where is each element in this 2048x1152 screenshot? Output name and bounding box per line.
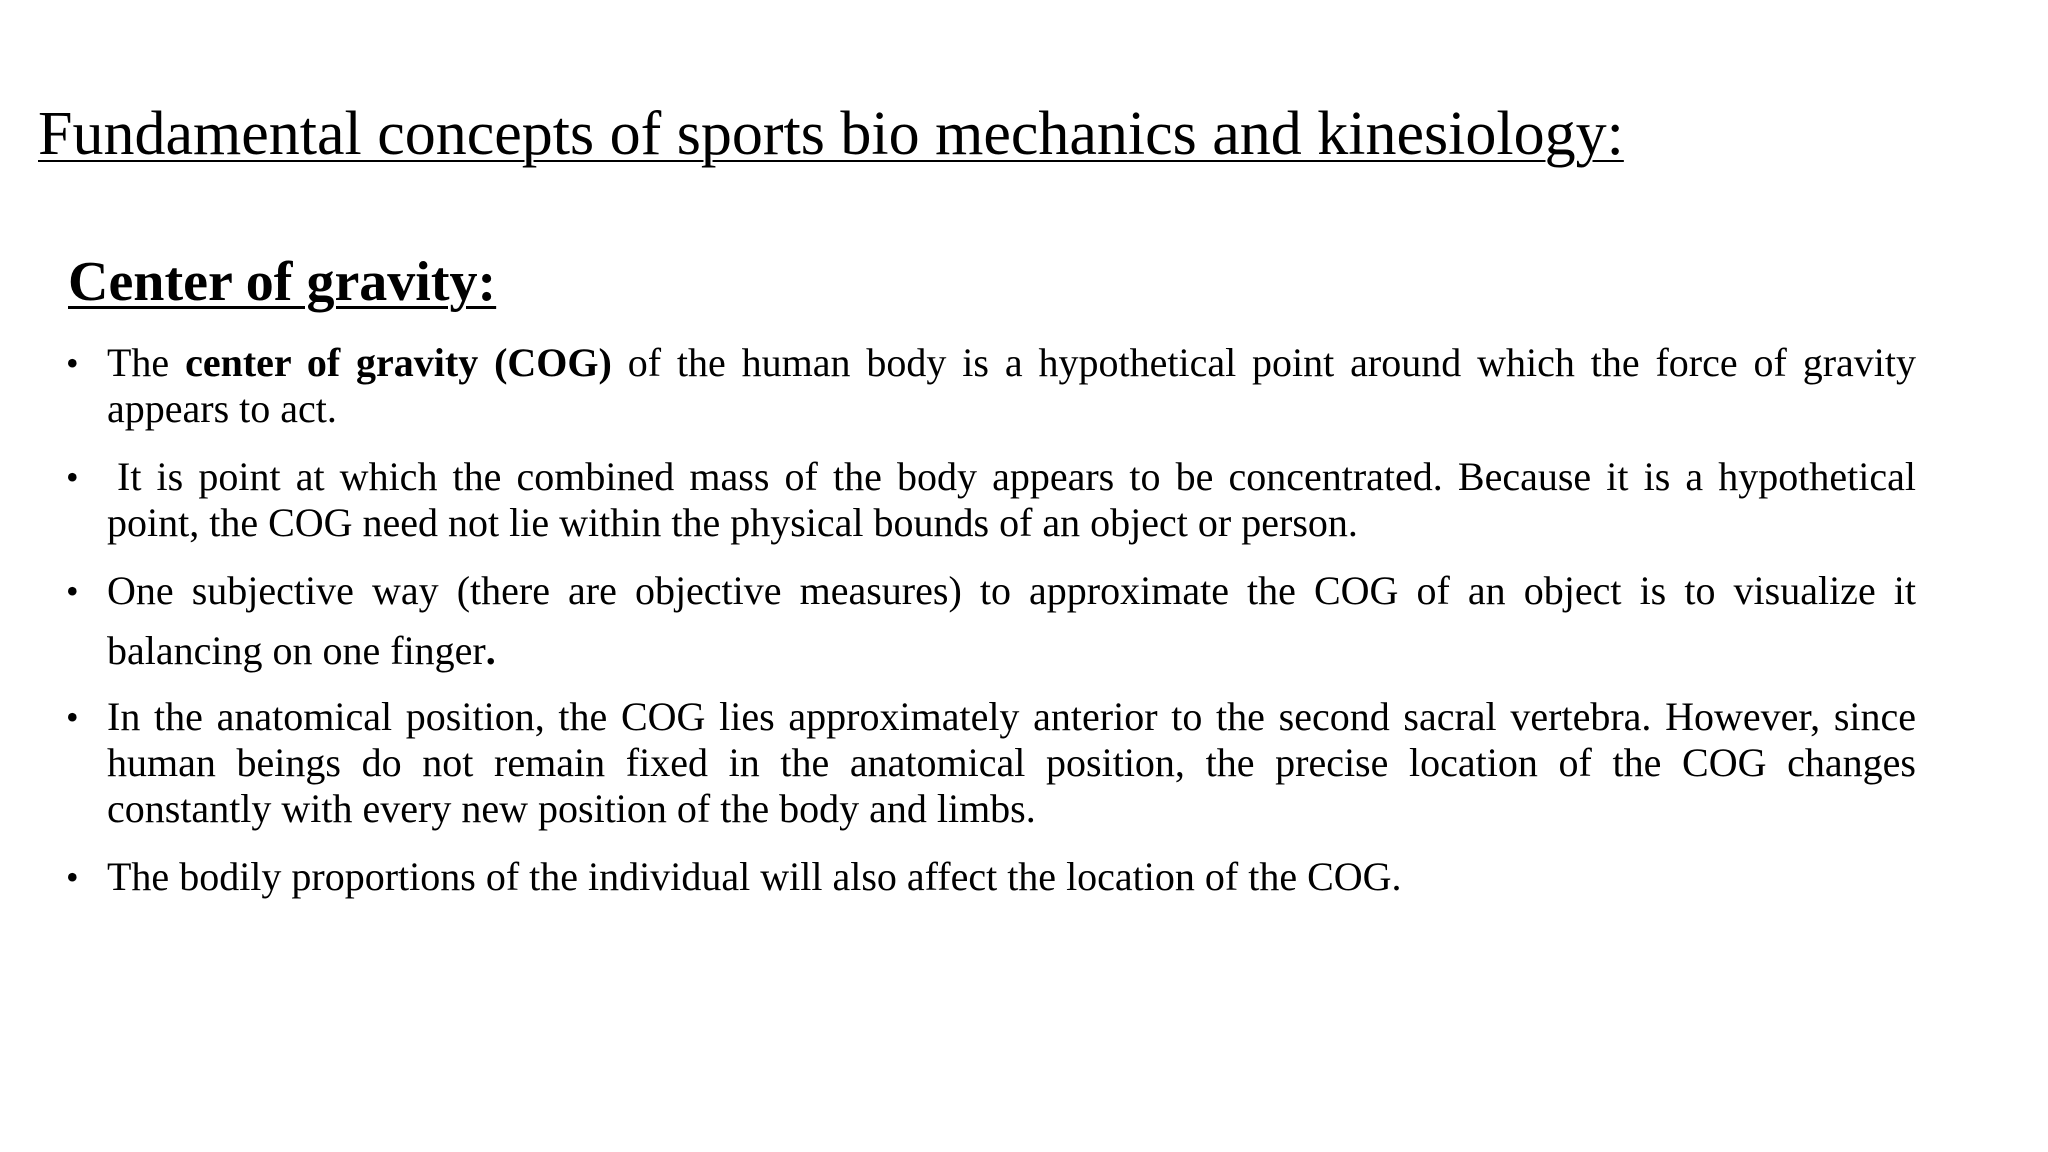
bullet-item-bodily-proportions — [66, 854, 1916, 900]
bullet-text-pre: The — [107, 340, 186, 385]
bullet-item-anatomical-position — [66, 694, 1916, 832]
bullet-item-cog-definition — [66, 340, 1916, 432]
bullet-end-period: . — [485, 628, 496, 673]
slide-title: Fundamental concepts of sports bio mechanics and kinesiology: — [38, 100, 1624, 168]
bullet-text-post: of the human body is a hypothetical point around which the force of gravity appears to act. — [107, 340, 1917, 431]
bullet-item-combined-mass — [66, 454, 1916, 546]
bullet-text: In the anatomical position, the COG lies approximately anterior to the second sacral vertebra. However, since human beings do not remain fixed in the anatomical position, the precise location of the COG changes constantly with every new position of the body and limbs. — [107, 694, 1916, 831]
bullet-bold-term: center of gravity (COG) — [185, 340, 612, 385]
bullet-text: One subjective way (there are objective measures) to approximate the COG of an object is to visualize it balancing on one finger — [107, 568, 1916, 673]
section-heading: Center of gravity: — [68, 251, 497, 313]
bullet-text: It is point at which the combined mass of the body appears to be concentrated. Because it is a hypothetical point, the COG need not lie within the physical bounds of an object or person. — [107, 454, 1916, 545]
bullet-list — [66, 340, 1916, 922]
bullet-item-subjective-way — [66, 561, 1916, 681]
bullet-text: The bodily proportions of the individual will also affect the location of the COG. — [107, 854, 1402, 899]
